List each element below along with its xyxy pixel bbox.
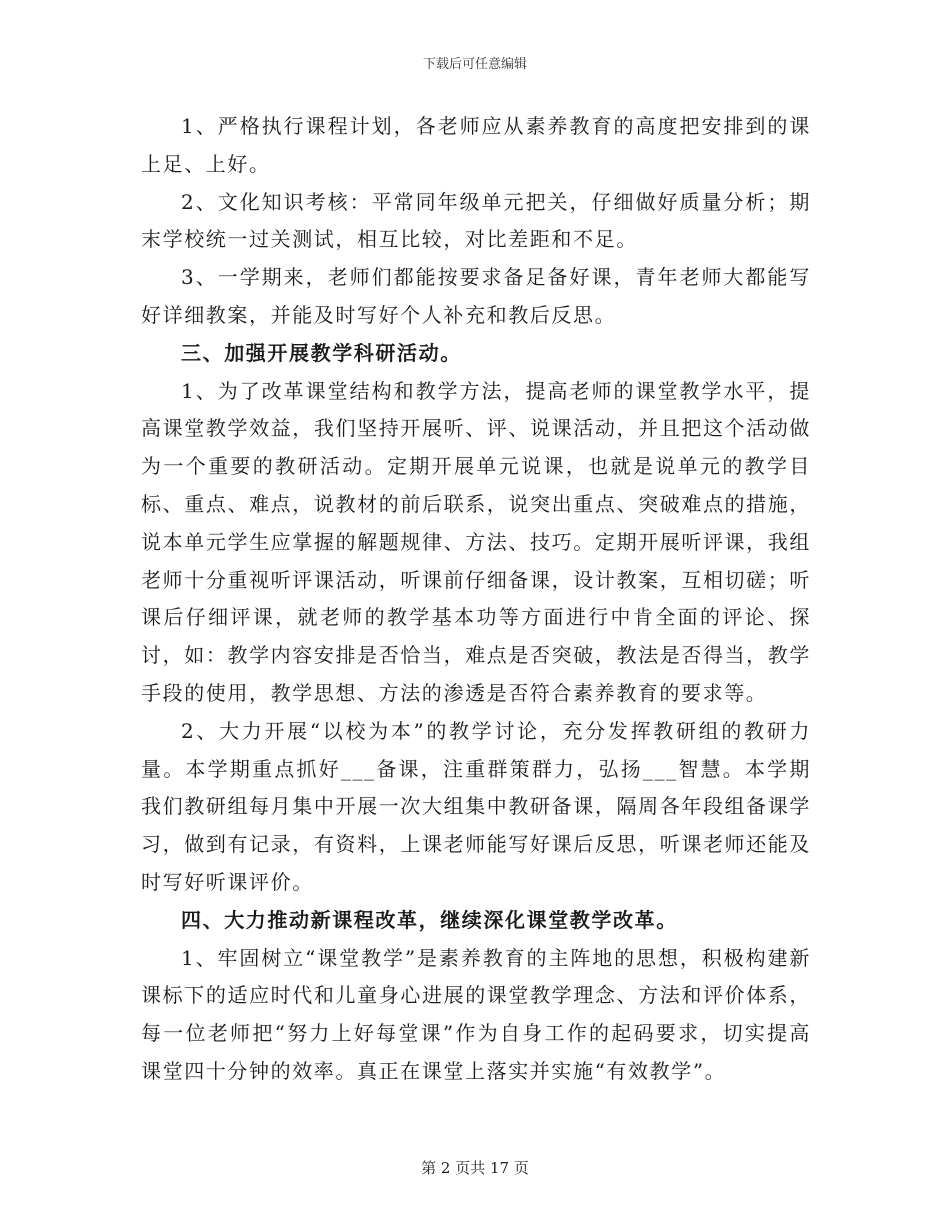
paragraph-4: 1、为了改革课堂结构和教学方法，提高老师的课堂教学水平，提高课堂教学效益，我们坚持开展听、评、说课活动，并且把这个活动做为一个重要的教研活动。定期开展单元说课，也就是说单元的教学目标、重点、难点，说教材的前后联系，说突出重点、突破难点的措施，说本单元学生应掌握的解题规律、方法、技巧。定期开展听评课，我组老师十分重视听评课活动，听课前仔细备课，设计教案，互相切磋；听课后仔细评课，就老师的教学基本功等方面进行中肯全面的评论、探讨，如：教学内容安排是否恰当，难点是否突破，教法是否得当，教学手段的使用，教学思想、方法的渗透是否符合素养教育的要求等。: [141, 378, 811, 705]
paragraph-1: 1、严格执行课程计划，各老师应从素养教育的高度把安排到的课上足、上好。: [141, 114, 811, 176]
paragraph-6: 1、牢固树立“课堂教学”是素养教育的主阵地的思想，积极构建新课标下的适应时代和儿童身心进展的课堂教学理念、方法和评价体系，每一位老师把“努力上好每堂课”作为自身工作的起码要求，切实提高课堂四十分钟的效率。真正在课堂上落实并实施“有效教学”。: [141, 945, 811, 1083]
document-body: [141, 108, 811, 1091]
page-footer: 第 2 页共 17 页: [421, 1159, 529, 1177]
paragraph-5: 2、大力开展“以校为本”的教学讨论，充分发挥教研组的教研力量。本学期重点抓好___备课，注重群策群力，弘扬___智慧。本学期我们教研组每月集中开展一次大组集中教研备课，隔周各年段组备课学习，做到有记录，有资料，上课老师能写好课后反思，听课老师还能及时写好听课评价。: [141, 718, 811, 894]
page-header: 下载后可任意编辑: [422, 57, 527, 72]
section-heading-3: 三、加强开展教学科研活动。: [181, 340, 462, 365]
paragraph-3: 3、一学期来，老师们都能按要求备足备好课，青年老师大都能写好详细教案，并能及时写好个人补充和教后反思。: [141, 265, 811, 327]
section-heading-4: 四、大力推动新课程改革，继续深化课堂教学改革。: [181, 907, 678, 932]
paragraph-2: 2、文化知识考核：平常同年级单元把关，仔细做好质量分析；期末学校统一过关测试，相互比较，对比差距和不足。: [141, 189, 811, 252]
